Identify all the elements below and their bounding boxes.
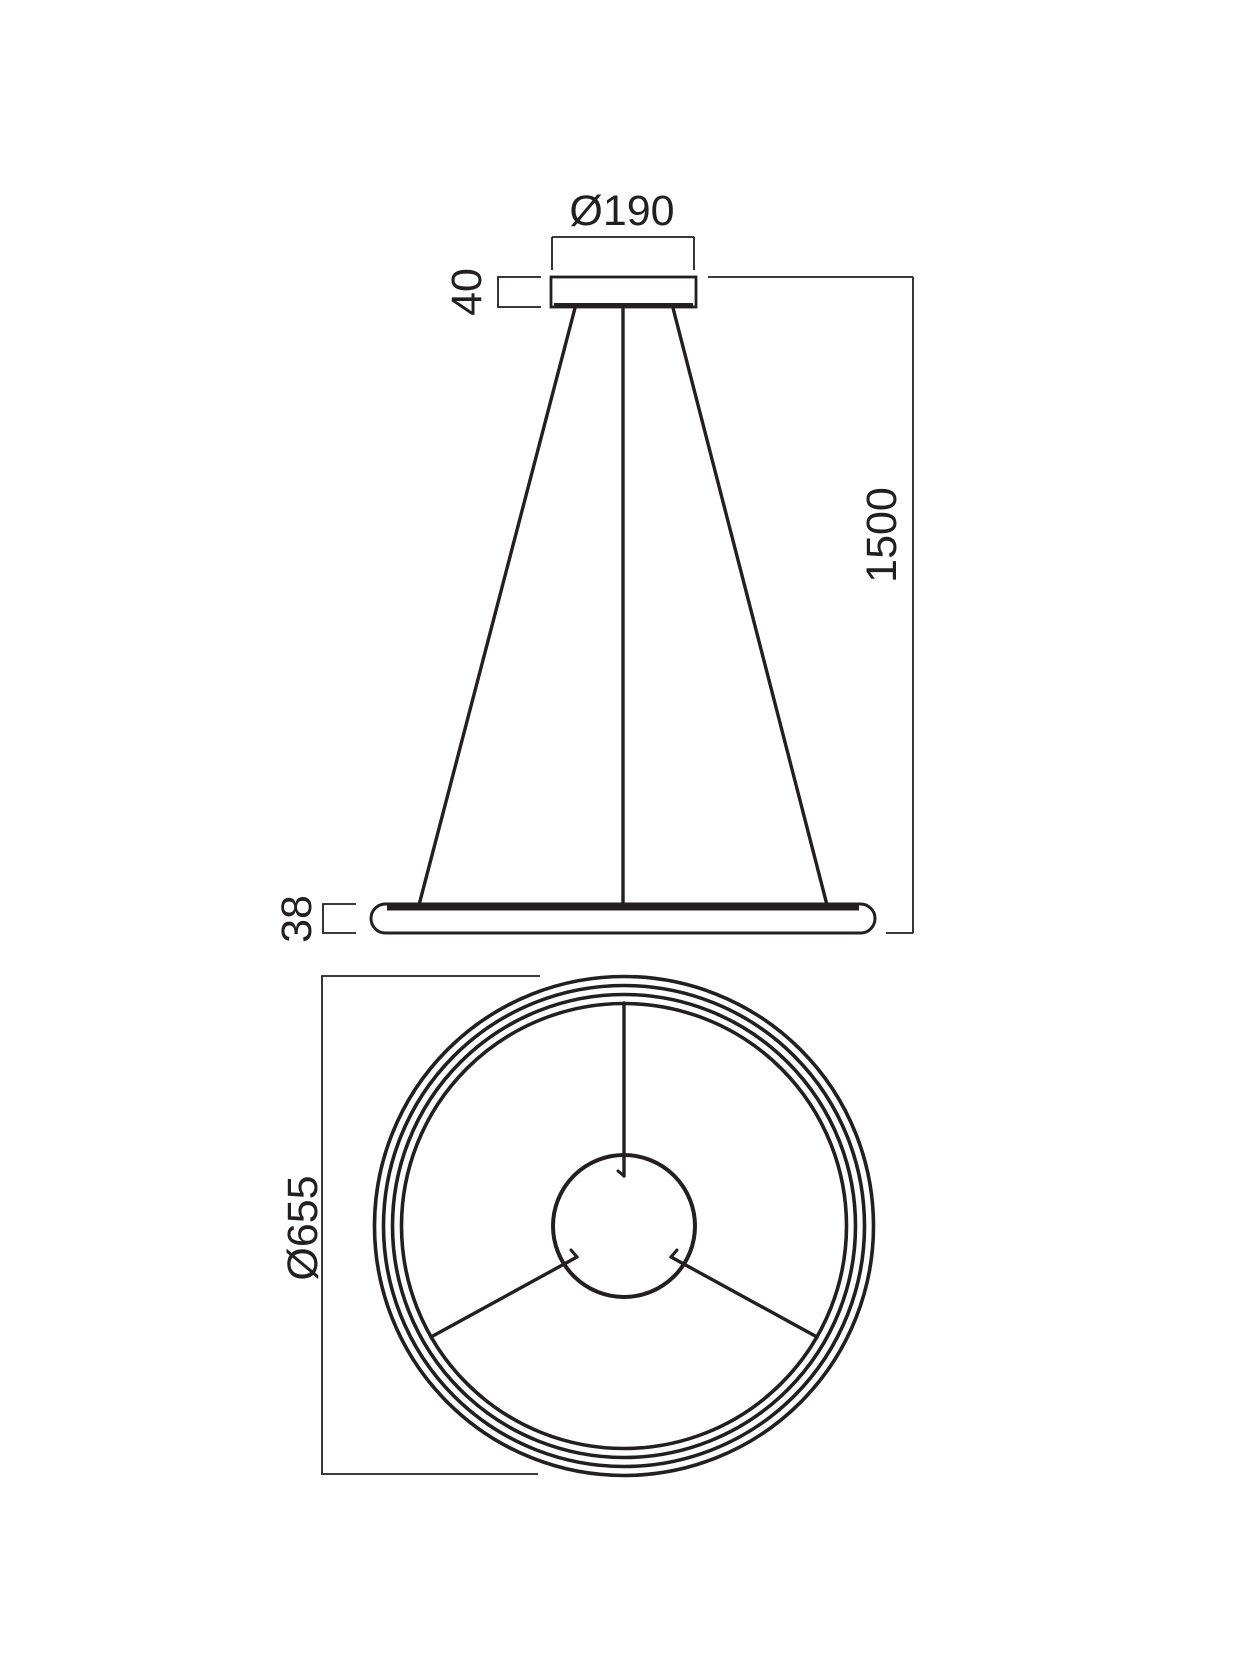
suspension-wire-right	[673, 308, 827, 905]
ring-height-dimension	[273, 895, 356, 943]
canopy-diameter-label: Ø190	[569, 187, 675, 235]
ring-diameter-dimension	[279, 976, 540, 1474]
ring-diameter-dimension-lines	[322, 976, 540, 1474]
ring-diameter-label: Ø655	[279, 1175, 328, 1281]
plan-view	[279, 976, 873, 1476]
suspension-wire-left	[419, 308, 575, 905]
ring-height-label: 38	[273, 895, 322, 943]
canopy-height-label: 40	[443, 268, 492, 316]
canopy-diameter-dimension	[552, 187, 694, 270]
suspension-wires	[419, 308, 827, 906]
canopy-diameter-dimension-lines	[552, 237, 694, 270]
side-elevation-view	[273, 187, 913, 943]
spoke-lower-left	[431, 1257, 577, 1337]
ceiling-canopy	[551, 277, 696, 307]
canopy-height-dimension-lines	[498, 277, 541, 307]
ring-height-dimension-lines	[323, 904, 356, 933]
spoke-lower-right	[671, 1257, 817, 1337]
suspension-length-label: 1500	[858, 487, 907, 583]
canopy-height-dimension	[443, 268, 541, 316]
spoke-end-hooks	[571, 1171, 677, 1257]
ring-side-profile	[371, 904, 875, 933]
radial-spokes	[431, 1003, 817, 1337]
canopy-outline	[551, 277, 696, 307]
